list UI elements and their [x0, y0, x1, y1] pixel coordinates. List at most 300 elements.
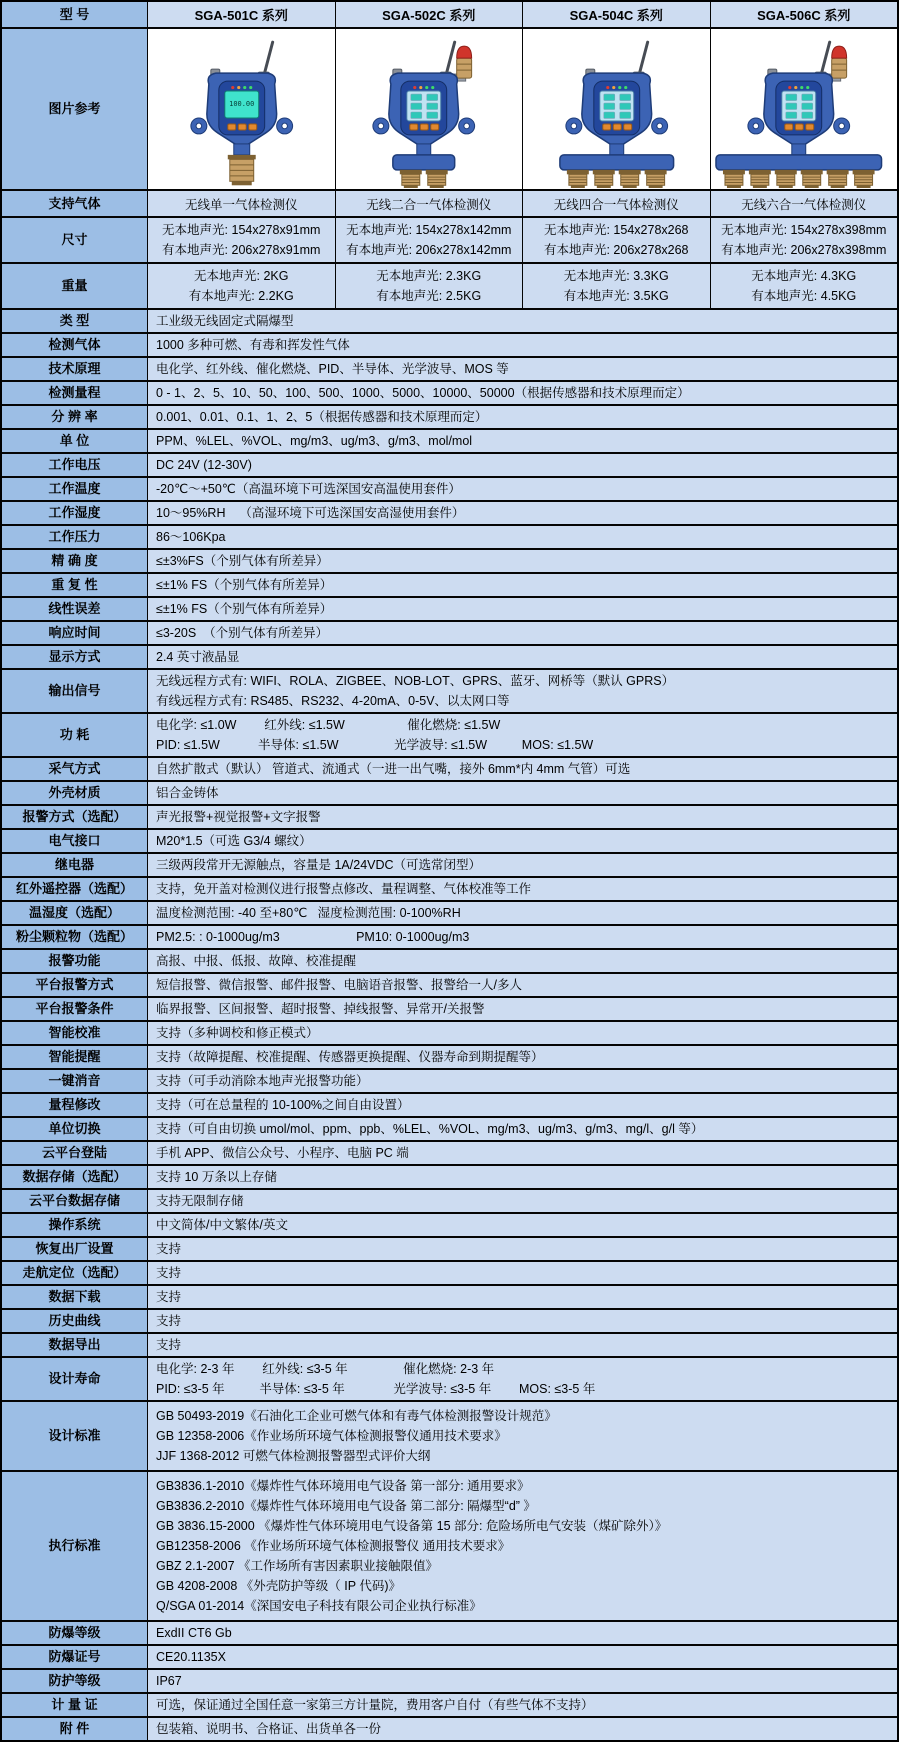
spec-value-line: GB12358-2006 《作业场所环境气体检测报警仪 通用技术要求》: [156, 1539, 511, 1553]
sensor-collar: [399, 170, 421, 174]
spec-row-34: [2, 1142, 897, 1166]
spec-row-45: [2, 1472, 897, 1622]
spec-value-line: -20℃～+50℃（高温环境下可选深国安高温使用套件）: [156, 482, 461, 496]
spec-value-8: [148, 478, 897, 500]
spec-row-24: [2, 902, 897, 926]
spec-value-line: 支持: [156, 1338, 182, 1352]
spec-value-48: [148, 1670, 897, 1692]
spec-value-2: [148, 334, 897, 356]
spec-value-44: [148, 1402, 897, 1470]
spec-value-line: PM2.5: : 0-1000ug/m3 PM10: 0-1000ug/m3: [156, 930, 470, 944]
spec-row-48: [2, 1670, 897, 1694]
spec-value-line: 支持（故障提醒、校准提醒、传感器更换提醒、仪器寿命到期提醒等）: [156, 1050, 544, 1064]
image-row-label: 图片参考: [2, 29, 148, 189]
spec-value-line: 支持: [156, 1314, 182, 1328]
spec-row-39: [2, 1262, 897, 1286]
spec-value-24: [148, 902, 897, 924]
spec-row-19: [2, 782, 897, 806]
size-row: [2, 218, 897, 264]
spec-label-18: 采气方式: [2, 758, 148, 780]
status-led: [806, 86, 809, 89]
spec-value-line: GB 3836.15-2000 《爆炸性气体环境用电气设备第 15 部分: 危险场所电气安装（煤矿除外）》: [156, 1519, 668, 1533]
device-button: [249, 124, 257, 130]
spec-row-7: [2, 454, 897, 478]
size-row-value: 无本地声光: 154x278x91mm: [162, 223, 321, 237]
spec-value-17: [148, 714, 897, 756]
spec-value-25: [148, 926, 897, 948]
lcd-subdisplay: [801, 112, 812, 118]
spec-label-32: 量程修改: [2, 1094, 148, 1116]
device-button: [613, 124, 621, 130]
lcd-subdisplay: [410, 112, 421, 118]
spec-value-line: 86～106Kpa: [156, 530, 226, 544]
spec-row-17: [2, 714, 897, 758]
spec-value-line: CE20.1135X: [156, 1650, 226, 1664]
spec-row-25: [2, 926, 897, 950]
device-button: [420, 124, 428, 130]
spec-row-50: [2, 1718, 897, 1740]
spec-value-34: [148, 1142, 897, 1164]
sensor-collar: [228, 155, 256, 159]
spec-label-23: 红外遥控器（选配）: [2, 878, 148, 900]
spec-row-11: [2, 550, 897, 574]
spec-value-line: GBZ 2.1-2007 《工作场所有害因素职业接触限值》: [156, 1559, 438, 1573]
device-button: [624, 124, 632, 130]
weight-row-value: 有本地声光: 3.5KG: [563, 289, 669, 303]
spec-value-29: [148, 1022, 897, 1044]
beacon-dome: [831, 46, 846, 58]
spec-value-16: [148, 670, 897, 712]
image-cell-sga-501c: [148, 29, 336, 189]
lcd-subdisplay: [426, 103, 437, 109]
spec-value-line: PPM、%LEL、%VOL、mg/m3、ug/m3、g/m3、mol/mol: [156, 434, 473, 448]
spec-value-line: ExdII CT6 Gb: [156, 1626, 232, 1640]
spec-value-line: GB 4208-2008 《外壳防护等级（ IP 代码)》: [156, 1579, 401, 1593]
spec-value-40: [148, 1286, 897, 1308]
spec-value-13: [148, 598, 897, 620]
beacon-body: [456, 58, 471, 78]
spec-label-5: 分 辨 率: [2, 406, 148, 428]
weight-row-cell-2: [336, 264, 524, 308]
header-model-4: SGA-506C 系列: [711, 2, 898, 27]
product-image-sga-504c: [523, 30, 710, 188]
spec-value-22: [148, 854, 897, 876]
size-row-value: 有本地声光: 206x278x91mm: [162, 243, 321, 257]
spec-value-18: [148, 758, 897, 780]
support-gas-value-4: 无线六合一气体检测仪: [711, 191, 898, 216]
spec-label-33: 单位切换: [2, 1118, 148, 1140]
spec-label-7: 工作电压: [2, 454, 148, 476]
spec-row-49: [2, 1694, 897, 1718]
spec-row-44: [2, 1402, 897, 1472]
spec-label-35: 数据存储（选配）: [2, 1166, 148, 1188]
spec-value-line: 0 - 1、2、5、10、50、100、500、1000、5000、10000、50000（根据传感器和技术原理而定）: [156, 386, 690, 400]
weight-row-value: 有本地声光: 2.5KG: [376, 289, 482, 303]
spec-value-line: ≤±3%FS（个别气体有所差异）: [156, 554, 329, 568]
weight-row-cell-3: [523, 264, 711, 308]
header-model-3: SGA-504C 系列: [523, 2, 711, 27]
spec-label-22: 继电器: [2, 854, 148, 876]
spec-label-42: 数据导出: [2, 1334, 148, 1356]
size-row-cell-1: [148, 218, 336, 262]
spec-value-line: 电化学、红外线、催化燃烧、PID、半导体、光学波导、MOS 等: [156, 362, 509, 376]
spec-value-line: GB 50493-2019《石油化工企业可燃气体和有毒气体检测报警设计规范》: [156, 1409, 557, 1423]
spec-value-line: 临界报警、区间报警、超时报警、掉线报警、异常开/关报警: [156, 1002, 485, 1016]
spec-value-26: [148, 950, 897, 972]
product-image-sga-502c: [336, 30, 523, 188]
lcd-subdisplay: [785, 103, 796, 109]
device-button: [238, 124, 246, 130]
lcd-subdisplay: [785, 94, 796, 100]
spec-value-12: [148, 574, 897, 596]
size-row-value: 无本地声光: 154x278x142mm: [346, 223, 512, 237]
spec-label-12: 重 复 性: [2, 574, 148, 596]
lcd-subdisplay: [410, 94, 421, 100]
spec-label-47: 防爆证号: [2, 1646, 148, 1668]
spec-value-15: [148, 646, 897, 668]
spec-row-27: [2, 974, 897, 998]
device-button: [805, 124, 813, 130]
spec-label-6: 单 位: [2, 430, 148, 452]
spec-row-36: [2, 1190, 897, 1214]
spec-value-35: [148, 1166, 897, 1188]
spec-value-9: [148, 502, 897, 524]
spec-label-19: 外壳材质: [2, 782, 148, 804]
spec-row-46: [2, 1622, 897, 1646]
sensor-manifold: [392, 155, 454, 170]
spec-row-1: [2, 310, 897, 334]
spec-value-line: 中文简体/中文繁体/英文: [156, 1218, 288, 1232]
status-led: [431, 86, 434, 89]
spec-value-45: [148, 1472, 897, 1620]
spec-value-20: [148, 806, 897, 828]
spec-value-27: [148, 974, 897, 996]
spec-value-1: [148, 310, 897, 332]
spec-label-8: 工作温度: [2, 478, 148, 500]
lcd-subdisplay: [785, 112, 796, 118]
detector-neck: [234, 144, 250, 155]
spec-row-43: [2, 1358, 897, 1402]
spec-value-30: [148, 1046, 897, 1068]
spec-value-line: 支持（可在总量程的 10-100%之间自由设置）: [156, 1098, 410, 1112]
spec-label-26: 报警功能: [2, 950, 148, 972]
spec-label-13: 线性误差: [2, 598, 148, 620]
image-cell-sga-502c: [336, 29, 524, 189]
spec-label-41: 历史曲线: [2, 1310, 148, 1332]
spec-value-line: PID: ≤3-5 年 半导体: ≤3-5 年 光学波导: ≤3-5 年 MOS: ≤3-5 年: [156, 1382, 596, 1396]
spec-value-line: 支持（可手动消除本地声光报警功能）: [156, 1074, 369, 1088]
spec-row-22: [2, 854, 897, 878]
sensor-collar: [425, 170, 447, 174]
spec-label-1: 类 型: [2, 310, 148, 332]
sensor-collar: [645, 170, 667, 174]
spec-value-10: [148, 526, 897, 548]
spec-row-32: [2, 1094, 897, 1118]
lcd-subdisplay: [620, 94, 631, 100]
header-model-1: SGA-501C 系列: [148, 2, 336, 27]
spec-value-line: GB 12358-2006《作业场所环境气体检测报警仪通用技术要求》: [156, 1429, 507, 1443]
lcd-subdisplay: [410, 103, 421, 109]
size-row-value: 有本地声光: 206x278x142mm: [346, 243, 512, 257]
spec-label-20: 报警方式（选配）: [2, 806, 148, 828]
status-led: [624, 86, 627, 89]
spec-value-46: [148, 1622, 897, 1644]
spec-row-23: [2, 878, 897, 902]
spec-row-28: [2, 998, 897, 1022]
product-image-sga-501c: [148, 30, 335, 188]
spec-label-43: 设计寿命: [2, 1358, 148, 1400]
spec-label-4: 检测量程: [2, 382, 148, 404]
spec-label-16: 输出信号: [2, 670, 148, 712]
spec-value-line: 1000 多种可燃、有毒和挥发性气体: [156, 338, 350, 352]
spec-value-line: 支持（可自由切换 umol/mol、ppm、ppb、%LEL、%VOL、mg/m3、ug/m3、g/m3、mg/l、g/l 等）: [156, 1122, 704, 1136]
spec-value-39: [148, 1262, 897, 1284]
lcd-subdisplay: [620, 103, 631, 109]
product-image-sga-506c: [711, 30, 898, 188]
spec-value-4: [148, 382, 897, 404]
support-gas-value-3: 无线四合一气体检测仪: [523, 191, 711, 216]
spec-value-line: 可选，保证通过全国任意一家第三方计量院，费用客户自付（有些气体不支持）: [156, 1698, 594, 1712]
sensor-collar: [826, 170, 848, 174]
spec-label-40: 数据下载: [2, 1286, 148, 1308]
spec-label-14: 响应时间: [2, 622, 148, 644]
sensor-manifold: [560, 155, 674, 170]
weight-row-value: 有本地声光: 4.5KG: [751, 289, 857, 303]
status-led: [237, 86, 240, 89]
spec-label-50: 附 件: [2, 1718, 148, 1740]
support-gas-value-1: 无线单一气体检测仪: [148, 191, 336, 216]
spec-label-10: 工作压力: [2, 526, 148, 548]
lcd-reading: 100.00: [229, 100, 255, 109]
spec-value-line: GB3836.1-2010《爆炸性气体环境用电气设备 第一部分: 通用要求》: [156, 1479, 530, 1493]
spec-value-line: 电化学: 2-3 年 红外线: ≤3-5 年 催化燃烧: 2-3 年: [156, 1362, 495, 1376]
spec-value-line: 铝合金铸体: [156, 786, 219, 800]
spec-value-line: 支持: [156, 1266, 182, 1280]
spec-value-line: 声光报警+视觉报警+文字报警: [156, 810, 321, 824]
status-led: [794, 86, 797, 89]
spec-value-5: [148, 406, 897, 428]
spec-label-29: 智能校准: [2, 1022, 148, 1044]
spec-value-31: [148, 1070, 897, 1092]
spec-label-30: 智能提醒: [2, 1046, 148, 1068]
device-button: [795, 124, 803, 130]
spec-row-4: [2, 382, 897, 406]
spec-label-45: 执行标准: [2, 1472, 148, 1620]
spec-value-41: [148, 1310, 897, 1332]
lcd-subdisplay: [801, 94, 812, 100]
weight-row-value: 无本地声光: 3.3KG: [563, 269, 669, 283]
spec-label-11: 精 确 度: [2, 550, 148, 572]
spec-value-line: GB3836.2-2010《爆炸性气体环境用电气设备 第二部分: 隔爆型“d” 》: [156, 1499, 536, 1513]
weight-row-value: 无本地声光: 4.3KG: [751, 269, 857, 283]
spec-row-26: [2, 950, 897, 974]
spec-label-15: 显示方式: [2, 646, 148, 668]
spec-row-37: [2, 1214, 897, 1238]
spec-label-28: 平台报警条件: [2, 998, 148, 1020]
lcd-subdisplay: [604, 103, 615, 109]
spec-value-7: [148, 454, 897, 476]
device-button: [784, 124, 792, 130]
spec-value-line: 工业级无线固定式隔爆型: [156, 314, 294, 328]
sensor-collar: [593, 170, 615, 174]
spec-value-line: 短信报警、微信报警、邮件报警、电脑语音报警、报警给一人/多人: [156, 978, 522, 992]
spec-value-42: [148, 1334, 897, 1356]
spec-value-33: [148, 1118, 897, 1140]
spec-label-21: 电气接口: [2, 830, 148, 852]
sensor-collar: [774, 170, 796, 174]
sensor-collar: [800, 170, 822, 174]
device-button: [409, 124, 417, 130]
size-row-label: 尺寸: [2, 218, 148, 262]
spec-row-40: [2, 1286, 897, 1310]
lcd-subdisplay: [426, 112, 437, 118]
spec-value-36: [148, 1190, 897, 1212]
spec-row-38: [2, 1238, 897, 1262]
spec-value-line: Q/SGA 01-2014《深国安电子科技有限公司企业执行标准》: [156, 1599, 482, 1613]
sensor-collar: [567, 170, 589, 174]
spec-row-2: [2, 334, 897, 358]
size-row-cell-3: [523, 218, 711, 262]
spec-row-18: [2, 758, 897, 782]
status-led: [612, 86, 615, 89]
support-gas-row: [2, 191, 897, 218]
spec-label-2: 检测气体: [2, 334, 148, 356]
spec-label-46: 防爆等级: [2, 1622, 148, 1644]
spec-value-line: 支持（多种调校和修正模式）: [156, 1026, 319, 1040]
header-model-label: 型 号: [2, 2, 148, 27]
size-row-value: 有本地声光: 206x278x268: [543, 243, 689, 257]
spec-value-line: IP67: [156, 1674, 182, 1688]
status-led: [606, 86, 609, 89]
spec-value-14: [148, 622, 897, 644]
spec-value-line: 电化学: ≤1.0W 红外线: ≤1.5W 催化燃烧: ≤1.5W: [156, 718, 501, 732]
sensor-manifold: [715, 155, 881, 170]
device-button: [228, 124, 236, 130]
spec-value-line: 高报、中报、低报、故障、校准提醒: [156, 954, 357, 968]
header-model-2: SGA-502C 系列: [336, 2, 524, 27]
spec-value-50: [148, 1718, 897, 1740]
spec-label-31: 一键消音: [2, 1070, 148, 1092]
status-led: [425, 86, 428, 89]
image-cell-sga-504c: [523, 29, 711, 189]
spec-value-line: 三级两段常开无源触点，容量是 1A/24VDC（可选常闭型）: [156, 858, 482, 872]
spec-label-37: 操作系统: [2, 1214, 148, 1236]
spec-row-21: [2, 830, 897, 854]
spec-value-line: 支持 10 万条以上存储: [156, 1170, 277, 1184]
spec-label-27: 平台报警方式: [2, 974, 148, 996]
spec-row-13: [2, 598, 897, 622]
spec-value-49: [148, 1694, 897, 1716]
lcd-subdisplay: [604, 94, 615, 100]
lcd-subdisplay: [604, 112, 615, 118]
weight-row-value: 无本地声光: 2KG: [194, 269, 289, 283]
lcd-subdisplay: [801, 103, 812, 109]
size-row-cell-4: [711, 218, 898, 262]
spec-value-3: [148, 358, 897, 380]
spec-label-17: 功 耗: [2, 714, 148, 756]
spec-value-line: M20*1.5（可选 G3/4 螺纹）: [156, 834, 312, 848]
spec-row-5: [2, 406, 897, 430]
spec-value-line: ≤±1% FS（个别气体有所差异）: [156, 602, 333, 616]
size-row-cell-2: [336, 218, 524, 262]
image-cell-sga-506c: [711, 29, 898, 189]
spec-label-36: 云平台数据存储: [2, 1190, 148, 1212]
spec-label-38: 恢复出厂设置: [2, 1238, 148, 1260]
spec-value-43: [148, 1358, 897, 1400]
lcd-subdisplay: [426, 94, 437, 100]
spec-row-35: [2, 1166, 897, 1190]
spec-value-line: DC 24V (12-30V): [156, 458, 252, 472]
spec-value-line: 有线远程方式有: RS485、RS232、4-20mA、0-5V、以太网口等: [156, 694, 510, 708]
beacon-dome: [456, 46, 471, 58]
spec-row-30: [2, 1046, 897, 1070]
spec-row-9: [2, 502, 897, 526]
sensor-collar: [722, 170, 744, 174]
spec-row-20: [2, 806, 897, 830]
weight-row-cell-4: [711, 264, 898, 308]
size-row-value: 有本地声光: 206x278x398mm: [721, 243, 887, 257]
spec-row-29: [2, 1022, 897, 1046]
spec-value-line: 包装箱、说明书、合格证、出货单各一份: [156, 1722, 382, 1736]
spec-value-line: 手机 APP、微信公众号、小程序、电脑 PC 端: [156, 1146, 409, 1160]
spec-value-line: 0.001、0.01、0.1、1、2、5（根据传感器和技术原理而定）: [156, 410, 488, 424]
spec-row-42: [2, 1334, 897, 1358]
spec-row-6: [2, 430, 897, 454]
support-gas-value-2: 无线二合一气体检测仪: [336, 191, 524, 216]
spec-value-32: [148, 1094, 897, 1116]
spec-value-line: JJF 1368-2012 可燃气体检测报警器型式评价大纲: [156, 1449, 431, 1463]
spec-row-33: [2, 1118, 897, 1142]
spec-value-line: 温度检测范围: -40 至+80℃ 湿度检测范围: 0-100%RH: [156, 906, 461, 920]
spec-value-line: 自然扩散式（默认） 管道式、流通式（一进一出气嘴，接外 6mm*内 4mm 气管）可选: [156, 762, 631, 776]
spec-value-line: ≤±1% FS（个别气体有所差异）: [156, 578, 333, 592]
spec-value-line: PID: ≤1.5W 半导体: ≤1.5W 光学波导: ≤1.5W MOS: ≤1.5W: [156, 738, 594, 752]
size-row-value: 无本地声光: 154x278x268: [543, 223, 689, 237]
spec-value-6: [148, 430, 897, 452]
weight-row: [2, 264, 897, 310]
spec-row-15: [2, 646, 897, 670]
spec-label-24: 温湿度（选配）: [2, 902, 148, 924]
support-gas-label: 支持气体: [2, 191, 148, 216]
device-button: [430, 124, 438, 130]
spec-value-19: [148, 782, 897, 804]
spec-value-line: 支持: [156, 1290, 182, 1304]
spec-value-23: [148, 878, 897, 900]
status-led: [249, 86, 252, 89]
spec-row-16: [2, 670, 897, 714]
spec-row-3: [2, 358, 897, 382]
spec-label-49: 计 量 证: [2, 1694, 148, 1716]
status-led: [788, 86, 791, 89]
weight-row-value: 有本地声光: 2.2KG: [188, 289, 294, 303]
device-button: [603, 124, 611, 130]
spec-value-11: [148, 550, 897, 572]
weight-row-label: 重量: [2, 264, 148, 308]
spec-label-44: 设计标准: [2, 1402, 148, 1470]
spec-value-line: 2.4 英寸液晶显: [156, 650, 240, 664]
spec-row-12: [2, 574, 897, 598]
spec-value-line: 支持，免开盖对检测仪进行报警点修改、量程调整、气体校准等工作: [156, 882, 532, 896]
spec-value-line: 支持无限制存储: [156, 1194, 244, 1208]
spec-label-25: 粉尘颗粒物（选配）: [2, 926, 148, 948]
weight-row-cell-1: [148, 264, 336, 308]
spec-value-38: [148, 1238, 897, 1260]
spec-value-line: 10～95%RH （高湿环境下可选深国安高湿使用套件）: [156, 506, 465, 520]
status-led: [243, 86, 246, 89]
sensor-collar: [748, 170, 770, 174]
spec-row-31: [2, 1070, 897, 1094]
spec-row-47: [2, 1646, 897, 1670]
